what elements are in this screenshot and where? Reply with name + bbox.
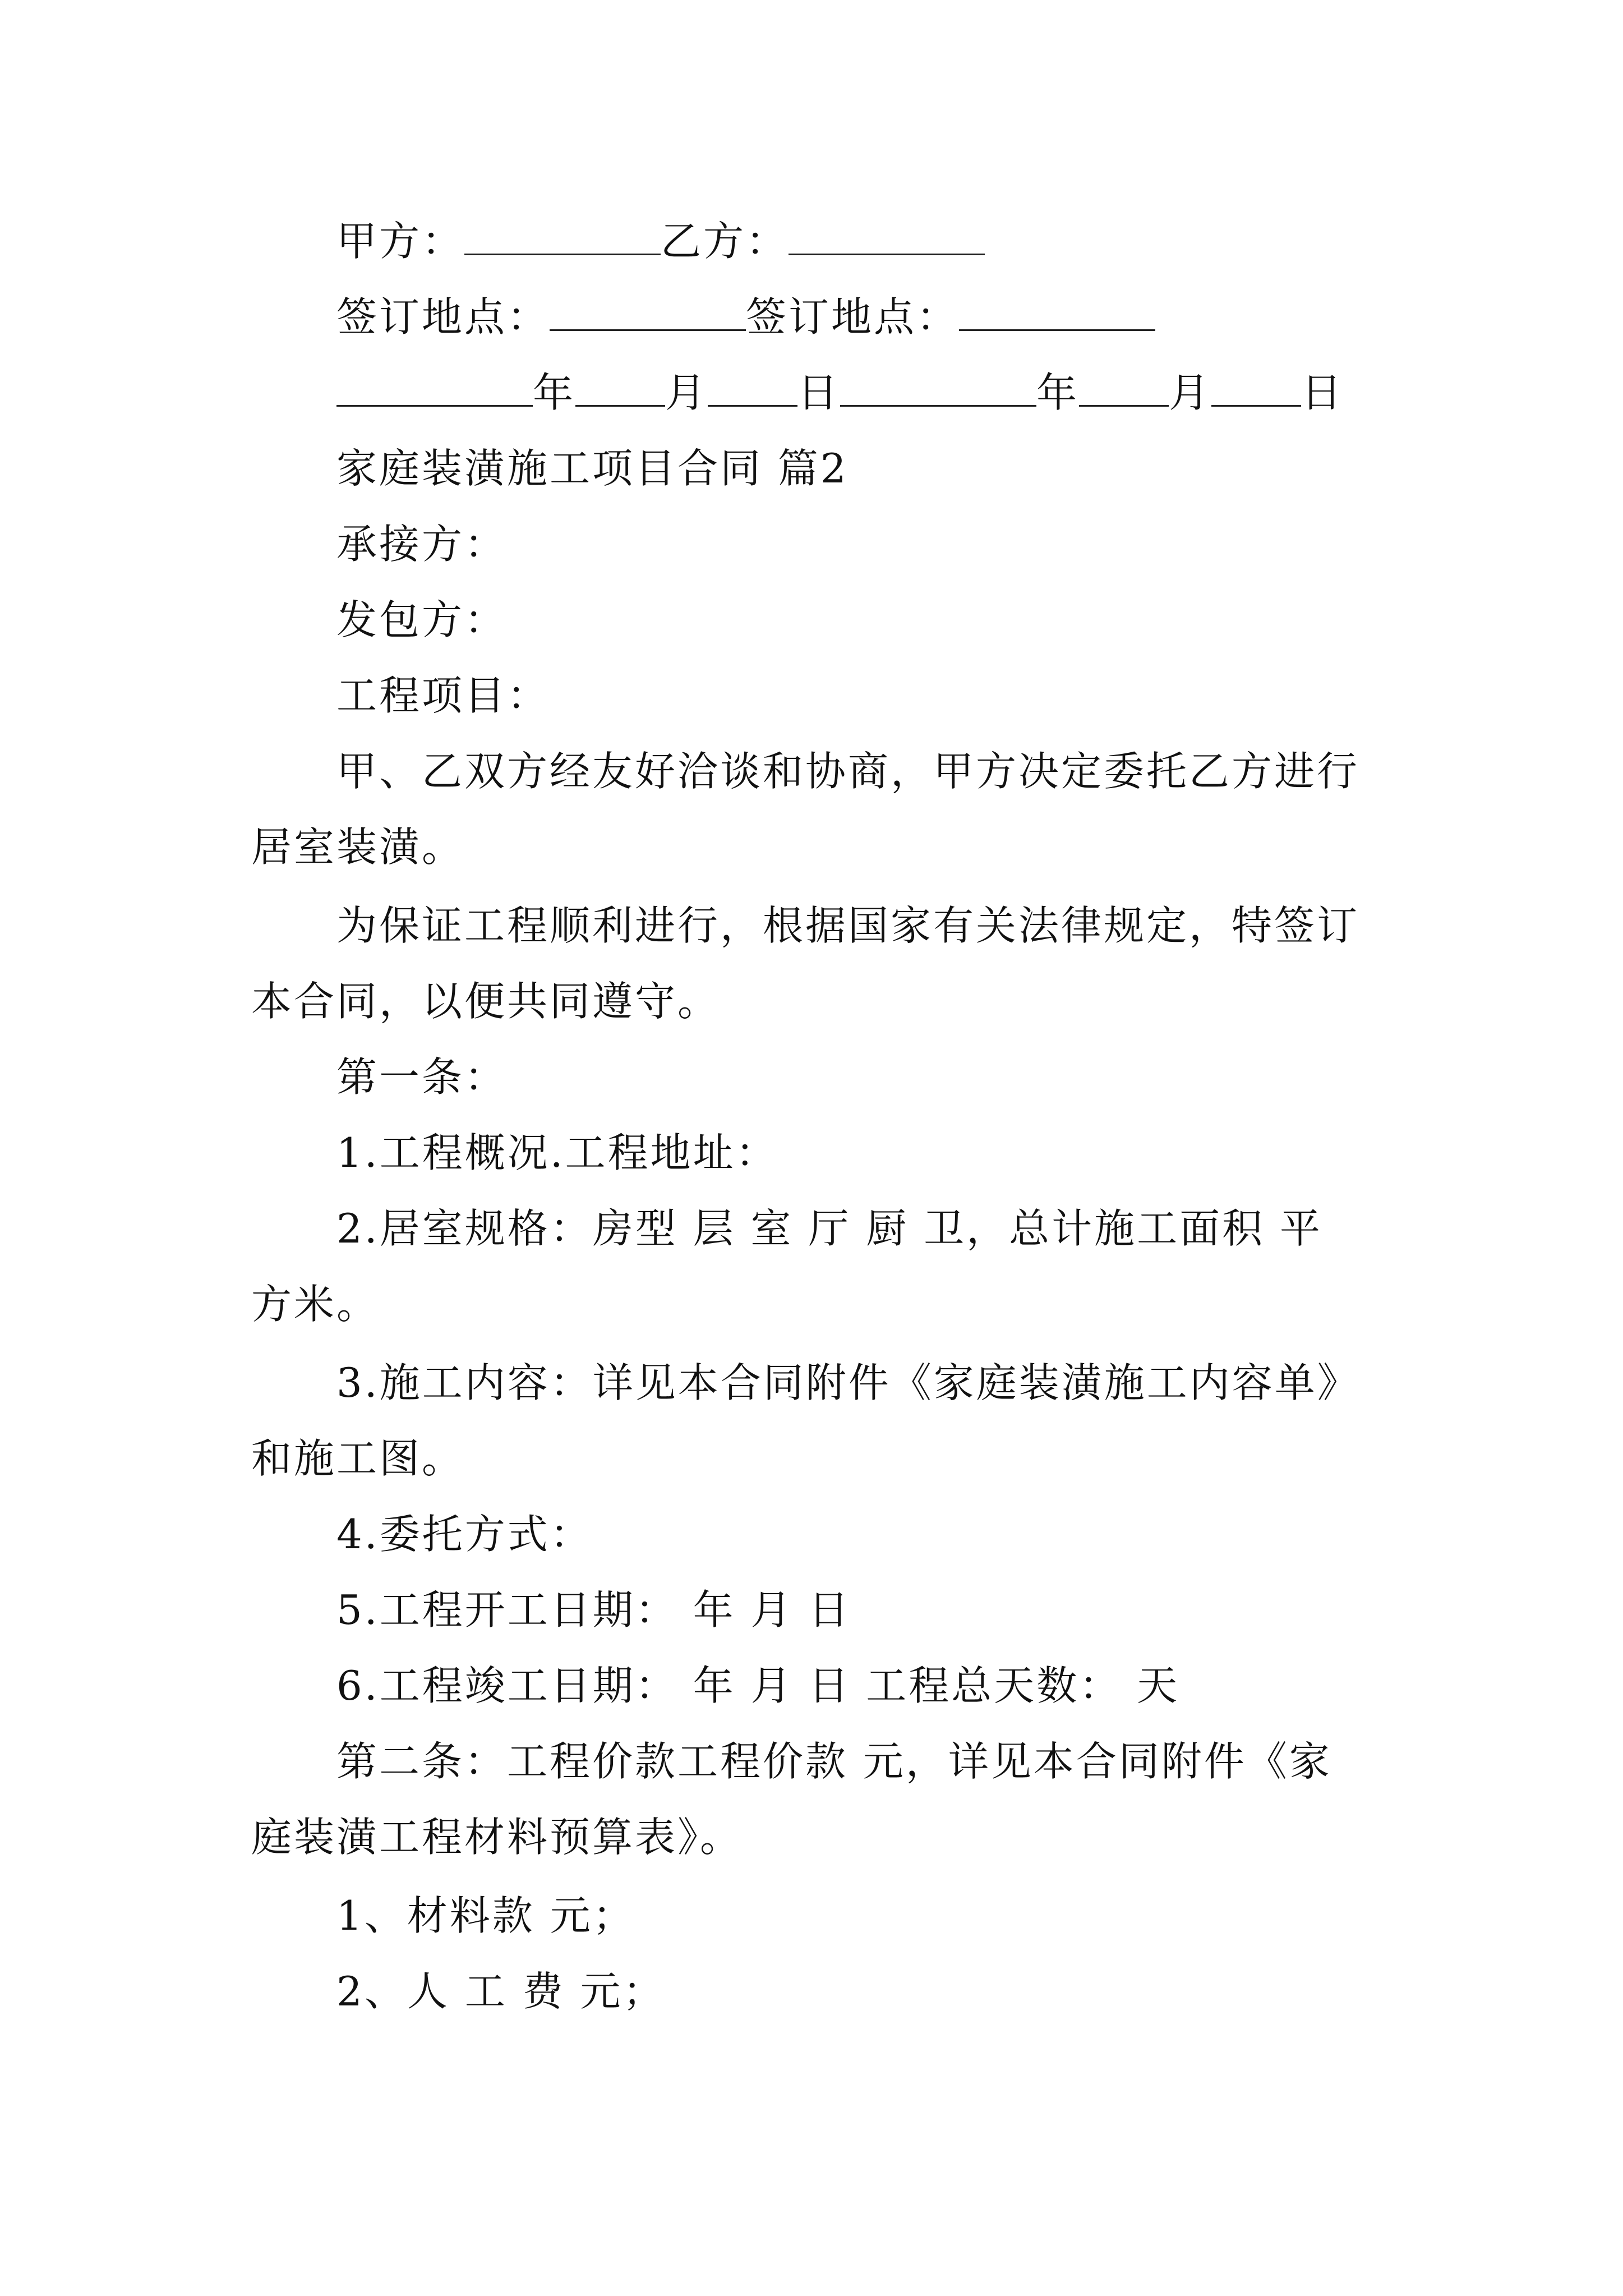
party-a-label: 甲方： [336, 218, 465, 265]
day-b-label: 日 [1301, 369, 1344, 416]
year-a-label: 年 [533, 369, 576, 416]
article-2-item-1: 1、材料款 元； [336, 1892, 635, 1939]
party-a-blank [464, 214, 661, 255]
article-2-line-1: 第二条：工程价款工程价款 元，详见本合同附件《家 [336, 1738, 1332, 1785]
paragraph-1-line-2: 居室装潢。 [251, 823, 465, 871]
article-1-item-6: 6.工程竣工日期： 年 月 日 工程总天数： 天 [336, 1662, 1180, 1709]
sign-place-b-blank [959, 290, 1155, 331]
article-1-item-3-line-1: 3.施工内容：详见本合同附件《家庭装潢施工内容单》 [336, 1359, 1360, 1406]
article-1-item-4: 4.委托方式： [336, 1511, 593, 1558]
sign-place-a-blank [550, 290, 746, 331]
month-a-blank [575, 366, 665, 407]
client-label: 发包方： [336, 596, 508, 643]
article-2-item-2: 2、人 工 费 元； [336, 1968, 666, 2015]
month-b-blank [1079, 366, 1169, 407]
month-a-label: 月 [665, 369, 708, 416]
date-line [336, 365, 1402, 421]
project-label: 工程项目： [336, 672, 550, 719]
sign-place-line [336, 289, 1402, 345]
article-1-item-1: 1.工程概况.工程地址： [336, 1129, 778, 1176]
paragraph-1-line-1: 甲、乙双方经友好洽谈和协商，甲方决定委托乙方进行 [336, 748, 1360, 795]
contractor-label: 承接方： [336, 521, 508, 568]
article-1-item-5: 5.工程开工日期： 年 月 日 [336, 1586, 851, 1634]
party-b-blank [789, 214, 985, 255]
section-title: 家庭装潢施工项目合同 篇2 [336, 445, 849, 492]
paragraph-2-line-1: 为保证工程顺利进行，根据国家有关法律规定，特签订 [336, 902, 1360, 949]
paragraph-2-line-2: 本合同，以便共同遵守。 [251, 978, 721, 1025]
article-1-title: 第一条： [336, 1053, 508, 1101]
year-b-label: 年 [1036, 369, 1080, 416]
party-line [336, 213, 1402, 269]
year-a-blank [336, 366, 533, 407]
article-1-item-2-line-1: 2.居室规格：房型 层 室 厅 厨 卫，总计施工面积 平 [336, 1205, 1323, 1252]
sign-place-a-label: 签订地点： [336, 293, 550, 341]
article-1-item-2-line-2: 方米。 [251, 1281, 380, 1328]
year-b-blank [840, 366, 1036, 407]
day-b-blank [1211, 366, 1301, 407]
sign-place-b-label: 签订地点： [746, 293, 960, 341]
article-2-line-2: 庭装潢工程材料预算表》。 [251, 1814, 743, 1861]
day-a-label: 日 [797, 369, 841, 416]
month-b-label: 月 [1169, 369, 1212, 416]
party-b-label: 乙方： [661, 218, 789, 265]
day-a-blank [708, 366, 797, 407]
article-1-item-3-line-2: 和施工图。 [251, 1435, 465, 1482]
